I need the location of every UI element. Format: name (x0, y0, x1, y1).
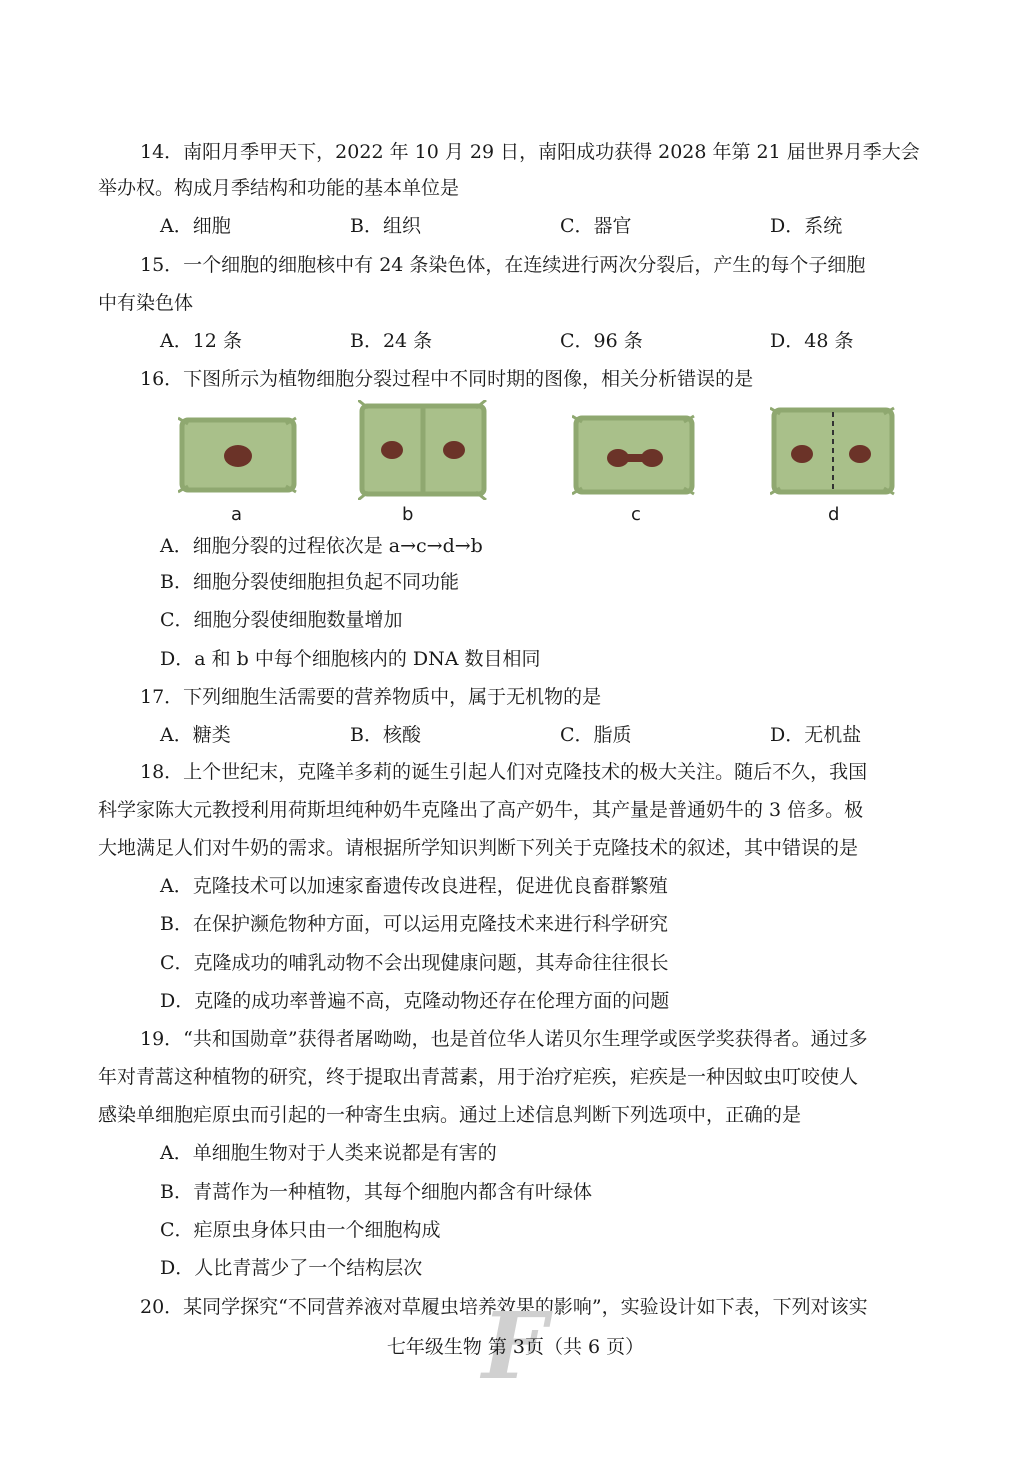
page-footer: 七年级生物 第 3页（共 6 页） (386, 1336, 645, 1358)
q17-option-a: A．糖类 (160, 724, 231, 746)
q17-option-c: C．脂质 (560, 724, 632, 746)
q18-stem-line3: 大地满足人们对牛奶的需求。请根据所学知识判断下列关于克隆技术的叙述，其中错误的是 (98, 837, 859, 859)
q18-option-d: D．克隆的成功率普遍不高，克隆动物还存在伦理方面的问题 (160, 990, 670, 1012)
cell-d-image (770, 406, 896, 496)
q14-option-a: A．细胞 (160, 215, 231, 237)
cell-b-label: b (402, 504, 414, 525)
q19-stem-line1: 19．“共和国勋章”获得者屠呦呦，也是首位华人诺贝尔生理学或医学奖获得者。通过多 (140, 1028, 868, 1050)
q19-stem-line3: 感染单细胞疟原虫而引起的一种寄生虫病。通过上述信息判断下列选项中，正确的是 (98, 1104, 802, 1126)
cell-d-label: d (828, 504, 840, 525)
cell-b-image (358, 400, 488, 500)
q14-stem-line2: 举办权。构成月季结构和功能的基本单位是 (98, 177, 460, 199)
cell-a-image (178, 416, 298, 494)
q17-option-b: B．核酸 (350, 724, 421, 746)
q19-stem-line2: 年对青蒿这种植物的研究，终于提取出青蒿素，用于治疗疟疾，疟疾是一种因蚊虫叮咬使人 (98, 1066, 859, 1088)
q16-option-a: A．细胞分裂的过程依次是 a→c→d→b (160, 535, 483, 557)
q18-stem-line1: 18．上个世纪末，克隆羊多莉的诞生引起人们对克隆技术的极大关注。随后不久，我国 (140, 761, 868, 783)
q17-option-d: D．无机盐 (770, 724, 862, 746)
q14-option-d: D．系统 (770, 215, 843, 237)
q14-option-b: B．组织 (350, 215, 421, 237)
q15-stem-line2: 中有染色体 (98, 292, 194, 314)
q19-option-c: C．疟原虫身体只由一个细胞构成 (160, 1219, 441, 1241)
q19-option-b: B．青蒿作为一种植物，其每个细胞内都含有叶绿体 (160, 1181, 592, 1203)
cell-division-figure (170, 398, 910, 528)
q18-option-b: B．在保护濒危物种方面，可以运用克隆技术来进行科学研究 (160, 913, 668, 935)
q15-option-d: D．48 条 (770, 330, 854, 352)
q19-option-a: A．单细胞生物对于人类来说都是有害的 (160, 1142, 497, 1164)
q18-option-a: A．克隆技术可以加速家畜遗传改良进程，促进优良畜群繁殖 (160, 875, 668, 897)
q16-option-d: D．a 和 b 中每个细胞核内的 DNA 数目相同 (160, 648, 541, 670)
q16-option-b: B．细胞分裂使细胞担负起不同功能 (160, 571, 459, 593)
q18-stem-line2: 科学家陈大元教授利用荷斯坦纯种奶牛克隆出了高产奶牛，其产量是普通奶牛的 3 倍多。极 (98, 799, 864, 821)
cell-c-image (572, 414, 696, 496)
q14-option-c: C．器官 (560, 215, 632, 237)
q19-option-d: D．人比青蒿少了一个结构层次 (160, 1257, 423, 1279)
q18-option-c: C．克隆成功的哺乳动物不会出现健康问题，其寿命往往很长 (160, 952, 669, 974)
q15-option-a: A．12 条 (160, 330, 242, 352)
q16-option-c: C．细胞分裂使细胞数量增加 (160, 609, 403, 631)
cell-c-label: c (631, 504, 641, 525)
q15-option-c: C．96 条 (560, 330, 643, 352)
q15-stem-line1: 15．一个细胞的细胞核中有 24 条染色体，在连续进行两次分裂后，产生的每个子细胞 (140, 254, 866, 276)
q17-stem: 17．下列细胞生活需要的营养物质中，属于无机物的是 (140, 686, 602, 708)
q14-stem-line1: 14．南阳月季甲天下，2022 年 10 月 29 日，南阳成功获得 2028 年第 21 届世界月季大会 (140, 141, 920, 163)
q16-stem: 16．下图所示为植物细胞分裂过程中不同时期的图像，相关分析错误的是 (140, 368, 754, 390)
cell-a-label: a (231, 504, 243, 525)
q20-stem-line1: 20．某同学探究“不同营养液对草履虫培养效果的影响”，实验设计如下表，下列对该实 (140, 1296, 868, 1318)
watermark-letter: F (482, 1292, 548, 1400)
q15-option-b: B．24 条 (350, 330, 433, 352)
